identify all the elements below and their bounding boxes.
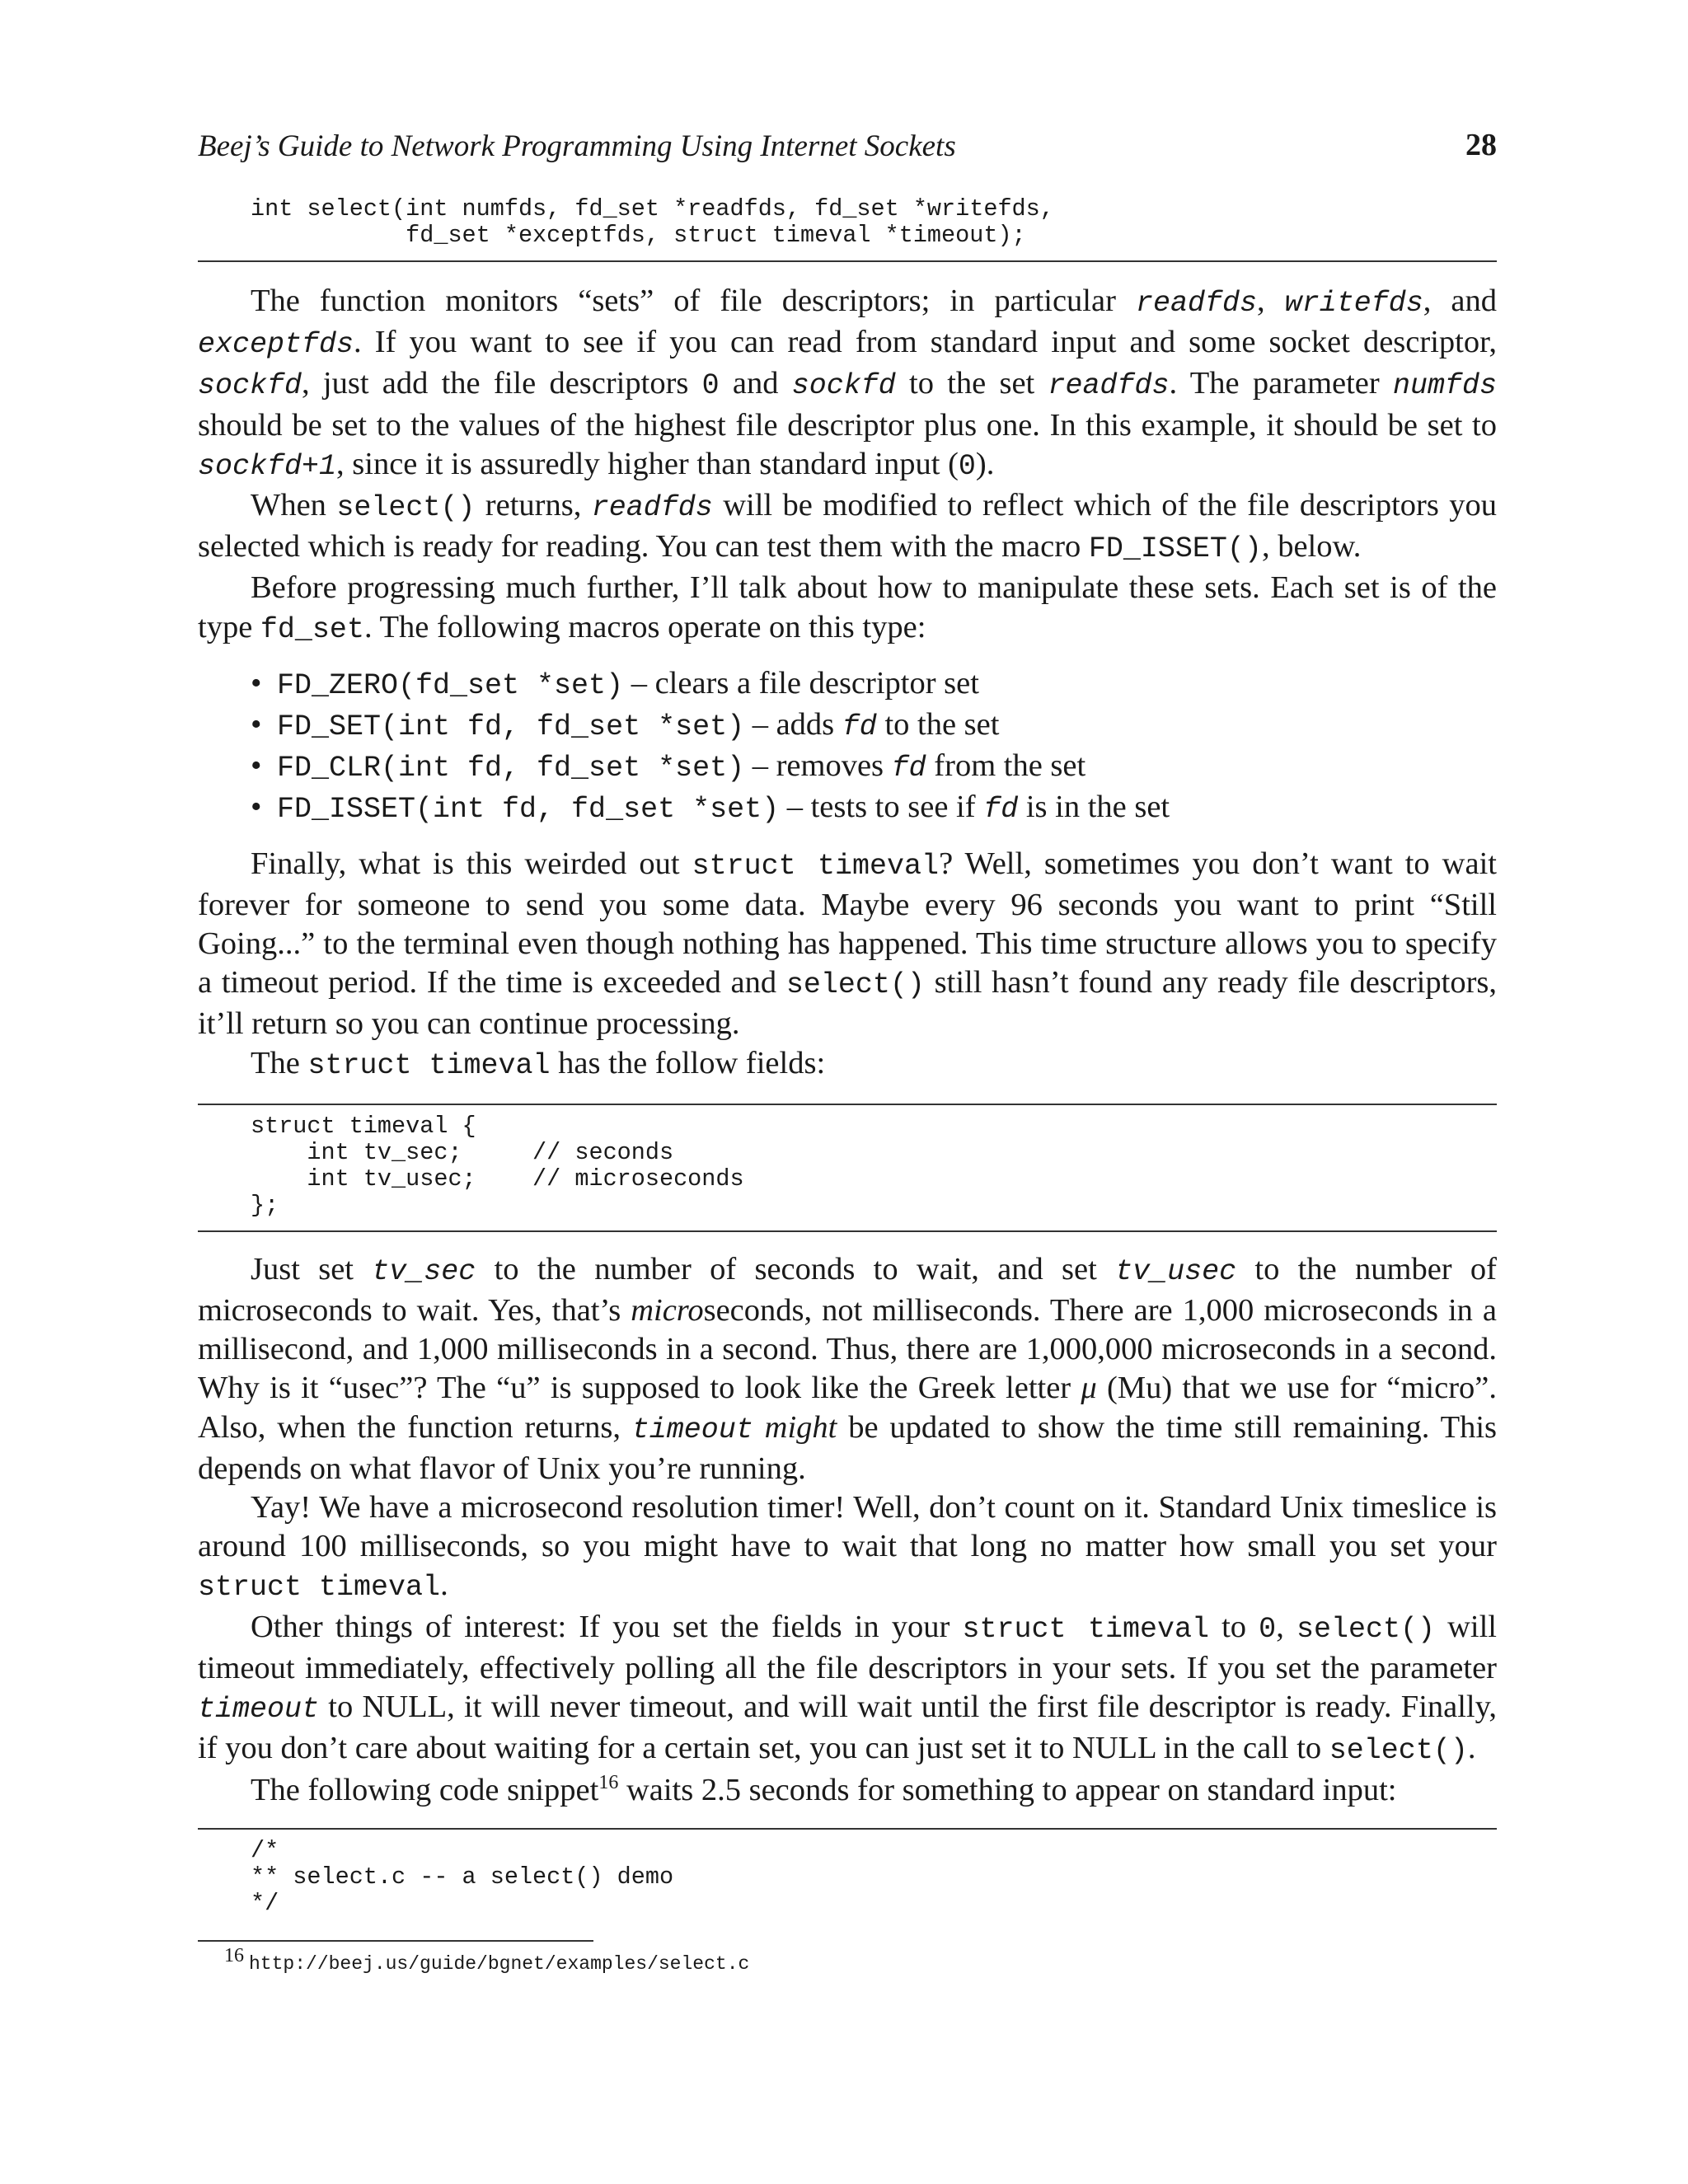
document-page — [198, 124, 1497, 1976]
footnote-divider — [198, 1940, 593, 1942]
footnote-url-link[interactable]: http://beej.us/guide/bgnet/examples/select.c — [249, 1952, 750, 1975]
footnote-reference: 16 — [598, 1771, 619, 1793]
page-number: 28 — [1465, 128, 1497, 162]
running-header — [198, 124, 1497, 176]
footnote-mark: 16 — [224, 1944, 244, 1966]
paragraph-other-interest: Other things of interest: If you set the fields in your struct timeval to 0, select() will timeout immediately, effectively polling all the file descriptors in your sets. If you set the parameter timeout to NULL, it will never timeout, and will wait until the first file descriptor is ready. Finally, if you don’t care about waiting for a certain set, you can just set it to NULL in the call to select(). — [198, 1609, 1497, 1768]
list-item: • FD_ZERO(fd_set *set) – clears a file descriptor set — [251, 665, 979, 702]
code-divider — [198, 1828, 1497, 1830]
paragraph-timeval-intro: Finally, what is this weirded out struct timeval? Well, sometimes you don’t want to wait forever for someone to send you some data. Maybe every 96 seconds you want to print “Still Going...” to the terminal even though nothing has happened. This time structure allows you to specify a timeout period. If the time is exceeded and select() still hasn’t found any ready file descriptors, it’ll return so you can continue processing. — [198, 846, 1497, 1042]
paragraph-resolution: Yay! We have a microsecond resolution timer! Well, don’t count on it. Standard Unix timeslice is around 100 milliseconds, so you might have to wait that long no matter how small you set your struct timeval. — [198, 1490, 1497, 1605]
code-divider — [198, 1104, 1497, 1105]
paragraph-manipulate-sets: Before progressing much further, I’ll talk about how to manipulate these sets. Each set is of the type fd_set. The following macros operate on this type: — [198, 570, 1497, 646]
list-item: • FD_CLR(int fd, fd_set *set) – removes fd from the set — [251, 748, 1086, 785]
code-select-c-header: /* ** select.c -- a select() demo */ — [251, 1836, 674, 1917]
code-select-prototype: int select(int numfds, fd_set *readfds, fd_set *writefds, fd_set *exceptfds, struct timeval *timeout); — [251, 195, 1054, 249]
footnote — [198, 1944, 1497, 1976]
book-title: Beej’s Guide to Network Programming Using Internet Sockets — [198, 129, 956, 163]
code-divider — [198, 1230, 1497, 1232]
paragraph-select-returns: When select() returns, readfds will be modified to reflect which of the file descriptors you selected which is ready for reading. You can test them with the macro FD_ISSET(), below. — [198, 488, 1497, 566]
code-divider — [198, 260, 1497, 262]
paragraph-tv-usec: Just set tv_sec to the number of seconds to wait, and set tv_usec to the number of microseconds to wait. Yes, that’s microseconds, not milliseconds. There are 1,000 microseconds in a millisecond, and 1,000 milliseconds in a second. Thus, there are 1,000,000 microseconds in a second. Why is it “usec”? The “u” is supposed to look like the Greek letter μ (Mu) that we use for “micro”. Also, when the function returns, timeout might be updated to show the time still remaining. This depends on what flavor of Unix you’re running. — [198, 1251, 1498, 1486]
paragraph-timeval-fields: The struct timeval has the follow fields: — [251, 1045, 826, 1082]
list-item: • FD_SET(int fd, fd_set *set) – adds fd to the set — [251, 707, 1000, 744]
code-timeval-struct: struct timeval { int tv_sec; // seconds int tv_usec; // microseconds }; — [251, 1112, 744, 1219]
paragraph-snippet-intro: The following code snippet$^{16}$ waits 2.5 seconds for something to appear on standard input: — [251, 1771, 1397, 1807]
list-item: • FD_ISSET(int fd, fd_set *set) – tests to see if fd is in the set — [251, 790, 1170, 827]
macro-list — [198, 664, 1497, 830]
paragraph-sets: The function monitors “sets” of file descriptors; in particular readfds, writefds, and exceptfds. If you want to see if you can read from standard input and some socket descriptor, sockfd, just add the file descriptors 0 and sockfd to the set readfds. The parameter numfds should be set to the values of the highest file descriptor plus one. In this example, it should be set to sockfd+1, since it is assuredly higher than standard input (0). — [198, 284, 1497, 483]
